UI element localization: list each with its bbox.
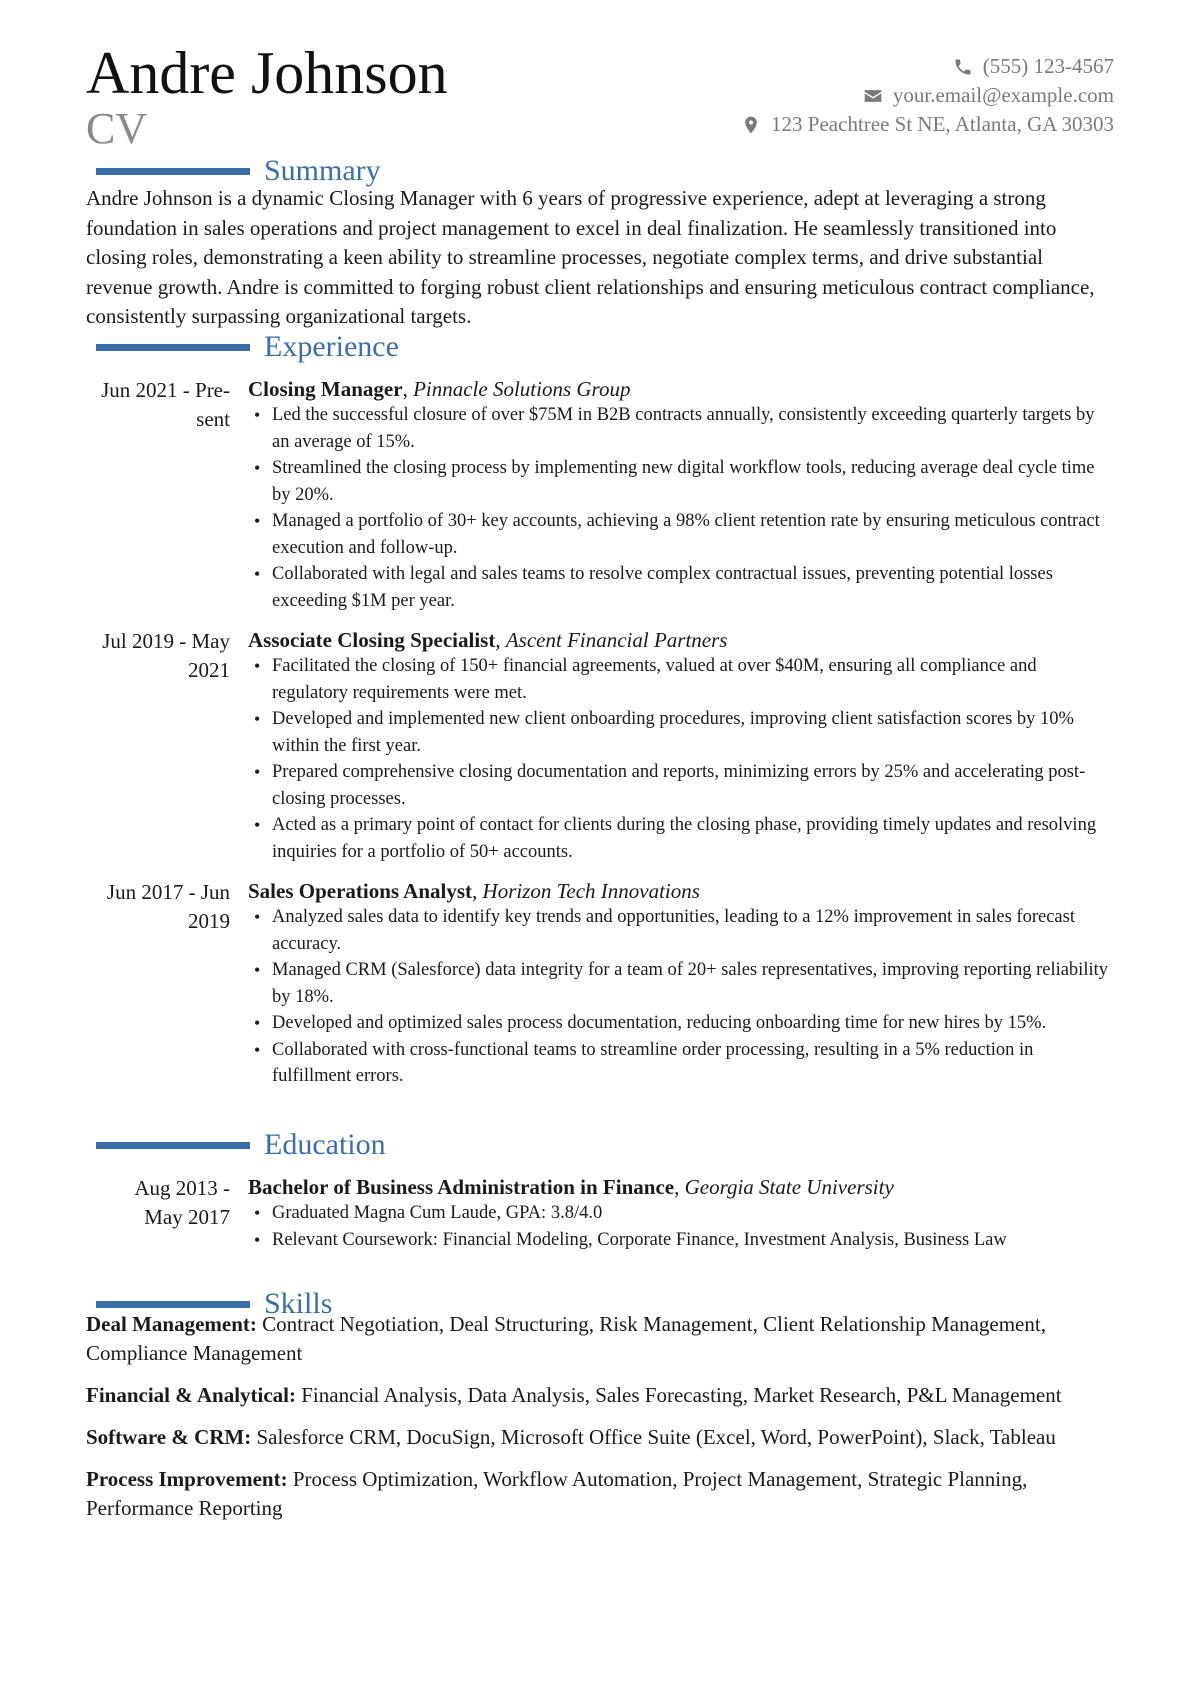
phone-text: (555) 123-4567 <box>982 54 1114 78</box>
summary-text: Andre Johnson is a dynamic Closing Manager with 6 years of progressive experience, adept at leveraging a strong foundation in sales operations and project management to excel in deal finalization. He seamlessly transitioned into closing roles, demonstrating a keen ability to streamline processes, negotiate complex terms, and drive substantial revenue growth. Andre is committed to forging robust client relationships and ensuring meticulous contract compliance, consistently surpassing organizational targets. <box>86 186 1095 328</box>
section-title-summary: Summary <box>264 154 381 187</box>
skill-items: Salesforce CRM, DocuSign, Microsoft Office Suite (Excel, Word, PowerPoint), Slack, Tableau <box>256 1425 1056 1449</box>
employer: Ascent Financial Partners <box>505 628 728 652</box>
skill-category: Deal Management: <box>86 1312 257 1336</box>
job-title: Associate Closing Specialist <box>248 628 496 652</box>
achievement-list <box>248 402 1110 614</box>
skill-items: Financial Analysis, Data Analysis, Sales Forecasting, Market Research, P&L Management <box>301 1383 1062 1407</box>
contact-address <box>741 110 1114 139</box>
list-item: • Facilitated the closing of 150+ financial agreements, valued at over $40M, ensuring all compliance and regulatory requirements were met. <box>248 653 1110 706</box>
list-item: • Managed CRM (Salesforce) data integrity for a team of 20+ sales representatives, improving reporting reliability by 18%. <box>248 957 1110 1010</box>
contact-block <box>741 52 1114 139</box>
entry-date <box>86 627 248 865</box>
candidate-name: Andre Johnson <box>86 40 448 106</box>
skill-category: Process Improvement: <box>86 1467 288 1491</box>
section-accent-bar <box>96 168 250 175</box>
skill-category: Financial & Analytical: <box>86 1383 296 1407</box>
list-item: • Managed a portfolio of 30+ key accounts, achieving a 98% client retention rate by ensuring meticulous contract execution and follow-up. <box>248 508 1110 561</box>
entry-heading: Bachelor of Business Administration in Finance, Georgia State University <box>248 1175 894 1199</box>
entry-body <box>248 878 1110 1090</box>
education-entry <box>86 1174 1110 1253</box>
section-title-skills: Skills <box>264 1287 333 1320</box>
entry-body <box>248 376 1110 614</box>
degree-title: Bachelor of Business Administration in Finance <box>248 1175 675 1199</box>
skill-row <box>86 1465 1110 1523</box>
entry-date-line: 2021 <box>188 658 230 682</box>
job-title: Closing Manager <box>248 377 403 401</box>
section-title-experience: Experience <box>264 330 399 363</box>
entry-heading: Sales Operations Analyst, Horizon Tech Innovations <box>248 879 700 903</box>
section-title-education: Education <box>264 1128 386 1161</box>
list-item: • Graduated Magna Cum Laude, GPA: 3.8/4.0 <box>248 1200 1110 1227</box>
envelope-icon <box>863 86 883 106</box>
entry-date-line: Jun 2017 - Jun <box>106 880 230 904</box>
education-detail-list <box>248 1200 1110 1253</box>
list-item: • Collaborated with cross-functional teams to streamline order processing, resulting in a 5% reduction in fulfillment errors. <box>248 1037 1110 1090</box>
section-accent-bar <box>96 344 250 351</box>
entry-heading: Associate Closing Specialist, Ascent Financial Partners <box>248 628 728 652</box>
achievement-list <box>248 904 1110 1090</box>
skill-row <box>86 1310 1110 1368</box>
contact-email <box>741 81 1114 110</box>
list-item: • Collaborated with legal and sales teams to resolve complex contractual issues, preventing potential losses exceeding $1M per year. <box>248 561 1110 614</box>
employer: Horizon Tech Innovations <box>482 879 700 903</box>
entry-date-line: sent <box>196 407 230 431</box>
list-item: • Analyzed sales data to identify key trends and opportunities, leading to a 12% improvement in sales forecast accuracy. <box>248 904 1110 957</box>
entry-date <box>86 878 248 1090</box>
section-accent-bar <box>96 1142 250 1149</box>
skill-row <box>86 1381 1110 1410</box>
contact-phone <box>741 52 1114 81</box>
entry-date-line: Aug 2013 - <box>134 1176 230 1200</box>
list-item: • Prepared comprehensive closing documentation and reports, minimizing errors by 25% and accelerating post-closing processes. <box>248 759 1110 812</box>
skills-list <box>86 1310 1110 1536</box>
job-title: Sales Operations Analyst <box>248 879 473 903</box>
entry-body <box>248 1174 1110 1253</box>
list-item: • Led the successful closure of over $75M in B2B contracts annually, consistently exceeding quarterly targets by an average of 15%. <box>248 402 1110 455</box>
address-text: 123 Peachtree St NE, Atlanta, GA 30303 <box>771 112 1114 136</box>
phone-icon <box>953 57 973 77</box>
document-subtitle: CV <box>86 104 148 153</box>
entry-date-line: Jun 2021 - Pre- <box>101 378 230 402</box>
entry-date <box>86 1174 248 1253</box>
entry-heading: Closing Manager, Pinnacle Solutions Group <box>248 377 631 401</box>
entry-date-line: Jul 2019 - May <box>102 629 230 653</box>
section-header-education <box>96 1130 386 1160</box>
section-header-summary <box>96 156 381 186</box>
achievement-list <box>248 653 1110 865</box>
experience-entry <box>86 878 1110 1090</box>
list-item: • Acted as a primary point of contact for clients during the closing phase, providing timely updates and resolving inquiries for a portfolio of 50+ accounts. <box>248 812 1110 865</box>
list-item: • Relevant Coursework: Financial Modeling, Corporate Finance, Investment Analysis, Business Law <box>248 1227 1110 1254</box>
list-item: • Developed and optimized sales process documentation, reducing onboarding time for new hires by 15%. <box>248 1010 1110 1037</box>
employer: Pinnacle Solutions Group <box>413 377 631 401</box>
skill-items: Process Optimization, Workflow Automation, Project Management, Strategic Planning, Performance Reporting <box>86 1467 1028 1520</box>
institution: Georgia State University <box>684 1175 894 1199</box>
list-item: • Streamlined the closing process by implementing new digital workflow tools, reducing average deal cycle time by 20%. <box>248 455 1110 508</box>
skill-category: Software & CRM: <box>86 1425 252 1449</box>
experience-entry <box>86 627 1110 865</box>
section-header-experience <box>96 332 399 362</box>
list-item: • Developed and implemented new client onboarding procedures, improving client satisfaction scores by 10% within the first year. <box>248 706 1110 759</box>
skill-row <box>86 1423 1110 1452</box>
section-accent-bar <box>96 1301 250 1308</box>
skill-items: Contract Negotiation, Deal Structuring, Risk Management, Client Relationship Management, Compliance Management <box>86 1312 1046 1365</box>
map-pin-icon <box>741 115 761 135</box>
experience-entry <box>86 376 1110 614</box>
entry-body <box>248 627 1110 865</box>
entry-date-line: May 2017 <box>144 1205 230 1229</box>
entry-date <box>86 376 248 614</box>
entry-date-line: 2019 <box>188 909 230 933</box>
email-text: your.email@example.com <box>892 83 1114 107</box>
